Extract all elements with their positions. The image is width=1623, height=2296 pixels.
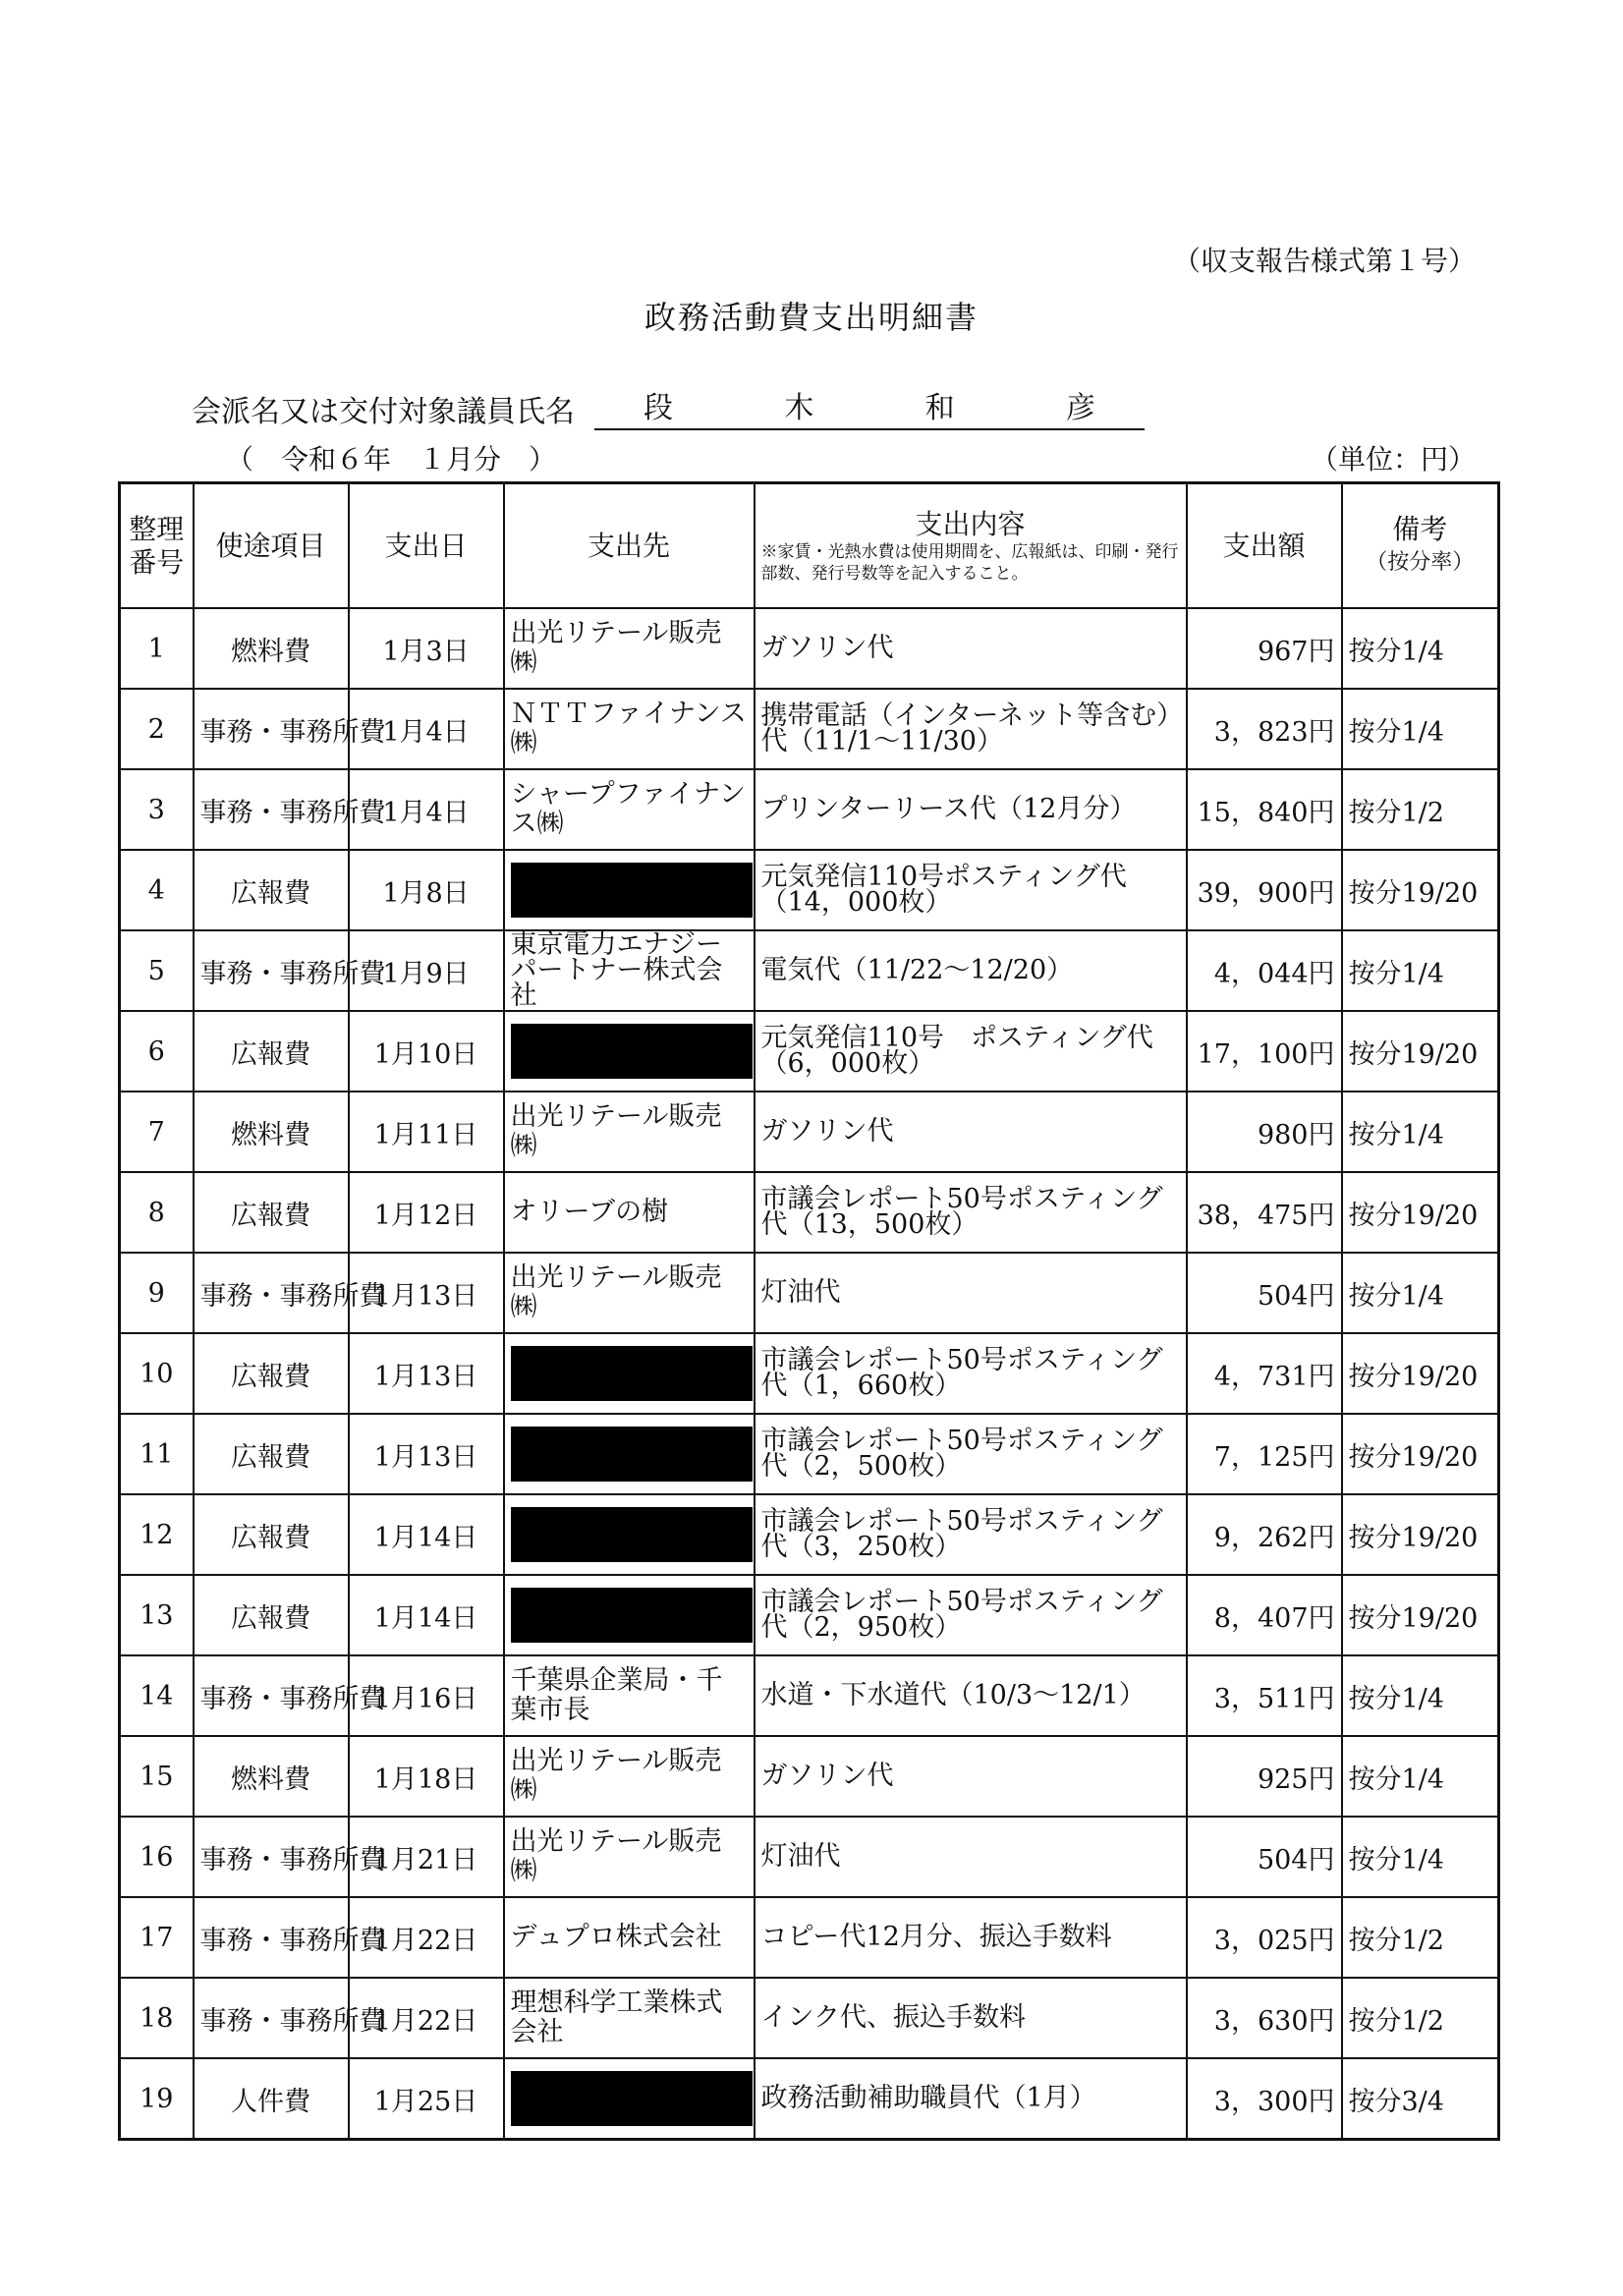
table-row — [120, 1655, 1499, 1736]
table-row — [120, 850, 1499, 930]
cell-remarks: 按分1/2 — [1342, 769, 1499, 850]
cell-no: 5 — [120, 930, 194, 1011]
cell-category: 広報費 — [194, 1172, 349, 1253]
cell-category: 事務・事務所費 — [194, 769, 349, 850]
cell-date: 1月4日 — [349, 689, 504, 769]
cell-remarks: 按分19/20 — [1342, 1172, 1499, 1253]
member-row — [192, 383, 1145, 430]
redaction-block — [511, 1427, 753, 1482]
cell-remarks: 按分19/20 — [1342, 1575, 1499, 1655]
cell-amount: 3，823円 — [1187, 689, 1342, 769]
cell-category: 事務・事務所費 — [194, 1897, 349, 1978]
header-remarks — [1342, 483, 1499, 609]
cell-no: 19 — [120, 2058, 194, 2140]
cell-content: コピー代12月分、振込手数料 — [755, 1897, 1187, 1978]
cell-no: 8 — [120, 1172, 194, 1253]
cell-no: 2 — [120, 689, 194, 769]
cell-payee — [504, 1414, 755, 1494]
table-row — [120, 1817, 1499, 1897]
cell-no: 12 — [120, 1494, 194, 1575]
cell-category: 燃料費 — [194, 1736, 349, 1817]
table-row — [120, 1897, 1499, 1978]
member-name-char: 和 — [924, 391, 955, 425]
table-row — [120, 1092, 1499, 1172]
cell-remarks: 按分3/4 — [1342, 2058, 1499, 2140]
cell-remarks: 按分1/4 — [1342, 1655, 1499, 1736]
table-row — [120, 930, 1499, 1011]
cell-category: 事務・事務所費 — [194, 1655, 349, 1736]
cell-remarks: 按分1/4 — [1342, 1253, 1499, 1333]
member-name-char: 彦 — [1065, 391, 1095, 425]
cell-content: 灯油代 — [755, 1253, 1187, 1333]
cell-payee: シャープファイナンス㈱ — [504, 769, 755, 850]
cell-amount: 980円 — [1187, 1092, 1342, 1172]
cell-amount: 8，407円 — [1187, 1575, 1342, 1655]
cell-payee — [504, 1494, 755, 1575]
redaction-block — [511, 1024, 753, 1079]
cell-remarks: 按分1/4 — [1342, 689, 1499, 769]
cell-no: 4 — [120, 850, 194, 930]
cell-date: 1月9日 — [349, 930, 504, 1011]
cell-date: 1月3日 — [349, 608, 504, 689]
redaction-block — [511, 2071, 753, 2126]
cell-date: 1月4日 — [349, 769, 504, 850]
cell-content: 灯油代 — [755, 1817, 1187, 1897]
cell-payee — [504, 850, 755, 930]
cell-payee: オリーブの樹 — [504, 1172, 755, 1253]
table-row — [120, 769, 1499, 850]
table-row — [120, 689, 1499, 769]
cell-amount: 504円 — [1187, 1253, 1342, 1333]
cell-amount: 925円 — [1187, 1736, 1342, 1817]
cell-amount: 504円 — [1187, 1817, 1342, 1897]
cell-remarks: 按分19/20 — [1342, 850, 1499, 930]
cell-date: 1月22日 — [349, 1978, 504, 2058]
cell-date: 1月12日 — [349, 1172, 504, 1253]
cell-no: 11 — [120, 1414, 194, 1494]
cell-payee — [504, 1575, 755, 1655]
cell-date: 1月16日 — [349, 1655, 504, 1736]
cell-content: 水道・下水道代（10/3～12/1） — [755, 1655, 1187, 1736]
cell-date: 1月25日 — [349, 2058, 504, 2140]
member-label: 会派名又は交付対象議員氏名 — [192, 395, 575, 429]
cell-payee — [504, 1333, 755, 1414]
redaction-block — [511, 1507, 753, 1562]
cell-content: ガソリン代 — [755, 1092, 1187, 1172]
table-row — [120, 2058, 1499, 2140]
cell-no: 1 — [120, 608, 194, 689]
header-category: 使途項目 — [194, 483, 349, 609]
cell-date: 1月13日 — [349, 1414, 504, 1494]
cell-payee: 出光リテール販売㈱ — [504, 1817, 755, 1897]
table-row — [120, 1978, 1499, 2058]
cell-remarks: 按分1/4 — [1342, 1736, 1499, 1817]
cell-payee: デュプロ株式会社 — [504, 1897, 755, 1978]
cell-amount: 967円 — [1187, 608, 1342, 689]
table-row — [120, 1253, 1499, 1333]
member-name — [594, 383, 1145, 430]
cell-category: 広報費 — [194, 1414, 349, 1494]
cell-content: プリンターリース代（12月分） — [755, 769, 1187, 850]
cell-category: 広報費 — [194, 1494, 349, 1575]
cell-amount: 3，630円 — [1187, 1978, 1342, 2058]
cell-no: 14 — [120, 1655, 194, 1736]
cell-category: 広報費 — [194, 850, 349, 930]
cell-no: 7 — [120, 1092, 194, 1172]
cell-amount: 4，731円 — [1187, 1333, 1342, 1414]
cell-payee: 出光リテール販売㈱ — [504, 1736, 755, 1817]
header-content-label: 支出内容 — [915, 507, 1026, 540]
cell-remarks: 按分1/4 — [1342, 1817, 1499, 1897]
table-row — [120, 1172, 1499, 1253]
table-row — [120, 1494, 1499, 1575]
unit-label: （単位：円） — [1310, 443, 1476, 476]
cell-no: 15 — [120, 1736, 194, 1817]
cell-remarks: 按分1/2 — [1342, 1978, 1499, 2058]
header-remarks-label: 備考 — [1392, 512, 1448, 545]
cell-remarks: 按分1/4 — [1342, 608, 1499, 689]
header-row — [120, 483, 1499, 609]
table-row — [120, 1333, 1499, 1414]
table-row — [120, 1011, 1499, 1092]
period: （ 令和６年 １月分 ） — [226, 443, 557, 476]
cell-category: 事務・事務所費 — [194, 1253, 349, 1333]
header-date: 支出日 — [349, 483, 504, 609]
cell-content: 元気発信110号 ポスティング代（6，000枚） — [755, 1011, 1187, 1092]
redaction-block — [511, 1346, 753, 1401]
header-remarks-sub: （按分率） — [1366, 549, 1475, 575]
cell-date: 1月14日 — [349, 1494, 504, 1575]
cell-no: 13 — [120, 1575, 194, 1655]
cell-payee: 理想科学工業株式会社 — [504, 1978, 755, 2058]
cell-date: 1月22日 — [349, 1897, 504, 1978]
cell-category: 燃料費 — [194, 608, 349, 689]
cell-category: 事務・事務所費 — [194, 689, 349, 769]
member-name-char: 木 — [784, 391, 814, 425]
cell-amount: 3，025円 — [1187, 1897, 1342, 1978]
table-row — [120, 1414, 1499, 1494]
cell-amount: 7，125円 — [1187, 1414, 1342, 1494]
cell-content: 市議会レポート50号ポスティング代（3，250枚） — [755, 1494, 1187, 1575]
cell-category: 広報費 — [194, 1011, 349, 1092]
cell-remarks: 按分19/20 — [1342, 1333, 1499, 1414]
cell-category: 事務・事務所費 — [194, 930, 349, 1011]
table-row — [120, 1736, 1499, 1817]
cell-amount: 3，511円 — [1187, 1655, 1342, 1736]
cell-amount: 9，262円 — [1187, 1494, 1342, 1575]
cell-remarks: 按分1/4 — [1342, 1092, 1499, 1172]
cell-payee — [504, 1011, 755, 1092]
cell-date: 1月21日 — [349, 1817, 504, 1897]
cell-content: 市議会レポート50号ポスティング代（2，500枚） — [755, 1414, 1187, 1494]
cell-amount: 4，044円 — [1187, 930, 1342, 1011]
cell-payee: 出光リテール販売㈱ — [504, 1253, 755, 1333]
cell-category: 広報費 — [194, 1333, 349, 1414]
cell-remarks: 按分1/4 — [1342, 930, 1499, 1011]
expense-table — [118, 481, 1500, 2141]
cell-no: 16 — [120, 1817, 194, 1897]
redaction-block — [511, 1588, 753, 1643]
header-content-note: ※家賃・光熱水費は使用期間を、広報紙は、印刷・発行部数、発行号数等を記入すること。 — [760, 541, 1179, 584]
redaction-block — [511, 863, 753, 918]
cell-amount: 15，840円 — [1187, 769, 1342, 850]
header-no — [120, 483, 194, 609]
cell-no: 6 — [120, 1011, 194, 1092]
cell-payee: 出光リテール販売㈱ — [504, 1092, 755, 1172]
cell-payee: ＮＴＴファイナンス㈱ — [504, 689, 755, 769]
cell-amount: 3，300円 — [1187, 2058, 1342, 2140]
table-row — [120, 608, 1499, 689]
cell-category: 事務・事務所費 — [194, 1817, 349, 1897]
cell-content: 携帯電話（インターネット等含む）代（11/1～11/30） — [755, 689, 1187, 769]
cell-payee: 千葉県企業局・千葉市長 — [504, 1655, 755, 1736]
cell-remarks: 按分19/20 — [1342, 1494, 1499, 1575]
cell-no: 9 — [120, 1253, 194, 1333]
cell-content: 市議会レポート50号ポスティング代（2，950枚） — [755, 1575, 1187, 1655]
header-content — [755, 483, 1187, 609]
cell-category: 人件費 — [194, 2058, 349, 2140]
cell-remarks: 按分19/20 — [1342, 1414, 1499, 1494]
cell-content: 市議会レポート50号ポスティング代（1，660枚） — [755, 1333, 1187, 1414]
cell-amount: 39，900円 — [1187, 850, 1342, 930]
cell-category: 事務・事務所費 — [194, 1978, 349, 2058]
cell-no: 10 — [120, 1333, 194, 1414]
cell-content: ガソリン代 — [755, 608, 1187, 689]
cell-no: 17 — [120, 1897, 194, 1978]
cell-payee: 東京電力エナジーパートナー株式会社 — [504, 930, 755, 1011]
cell-content: 政務活動補助職員代（1月） — [755, 2058, 1187, 2140]
table-row — [120, 1575, 1499, 1655]
cell-remarks: 按分19/20 — [1342, 1011, 1499, 1092]
cell-category: 燃料費 — [194, 1092, 349, 1172]
cell-no: 3 — [120, 769, 194, 850]
member-name-char: 段 — [644, 391, 673, 425]
document-title: 政務活動費支出明細書 — [644, 299, 979, 336]
cell-payee: 出光リテール販売㈱ — [504, 608, 755, 689]
cell-date: 1月18日 — [349, 1736, 504, 1817]
header-amount: 支出額 — [1187, 483, 1342, 609]
cell-content: インク代、振込手数料 — [755, 1978, 1187, 2058]
header-payee: 支出先 — [504, 483, 755, 609]
cell-content: 電気代（11/22～12/20） — [755, 930, 1187, 1011]
cell-content: 市議会レポート50号ポスティング代（13，500枚） — [755, 1172, 1187, 1253]
cell-date: 1月10日 — [349, 1011, 504, 1092]
cell-content: ガソリン代 — [755, 1736, 1187, 1817]
cell-date: 1月13日 — [349, 1333, 504, 1414]
cell-date: 1月14日 — [349, 1575, 504, 1655]
cell-no: 18 — [120, 1978, 194, 2058]
cell-content: 元気発信110号ポスティング代（14，000枚） — [755, 850, 1187, 930]
cell-date: 1月13日 — [349, 1253, 504, 1333]
cell-date: 1月11日 — [349, 1092, 504, 1172]
cell-remarks: 按分1/2 — [1342, 1897, 1499, 1978]
cell-payee — [504, 2058, 755, 2140]
cell-amount: 17，100円 — [1187, 1011, 1342, 1092]
cell-amount: 38，475円 — [1187, 1172, 1342, 1253]
header-no-text: 整理番号 — [129, 512, 185, 579]
cell-category: 広報費 — [194, 1575, 349, 1655]
form-number: （収支報告様式第１号） — [1172, 245, 1476, 277]
cell-date: 1月8日 — [349, 850, 504, 930]
